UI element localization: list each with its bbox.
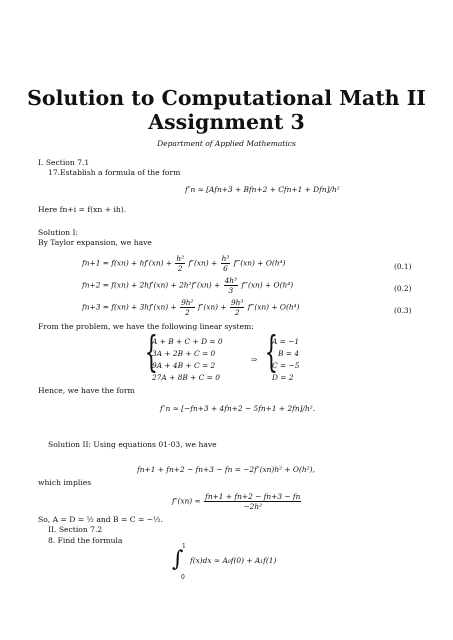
taylor-intro: By Taylor expansion, we have [38, 238, 152, 247]
problem-17-text: 17.Establish a formula of the form [48, 168, 181, 177]
system-left-eq-4: 27A + 8B + C = 0 [152, 373, 220, 382]
system-right-eq-2: B = 4 [278, 349, 300, 358]
equation-0-3 [82, 298, 299, 317]
integral-sign: ∫ [172, 547, 184, 572]
eq3-lhs: fn+3 = f(xn) + 3hf′(xn) + [82, 302, 177, 312]
system-intro: From the problem, we have the following linear system: [38, 322, 254, 331]
hence-formula: f″n ≈ [−fn+3 + 4fn+2 − 5fn+1 + 2fn]/h². [160, 404, 316, 413]
left-brace: { [144, 327, 159, 376]
title-line-2: Assignment 3 [148, 110, 305, 134]
equation-number-0-1: (0.1) [394, 262, 412, 271]
eq1-lhs: fn+1 = f(xn) + hf′(xn) + [82, 258, 173, 268]
eq1-mid: f″(xn) + [188, 258, 218, 268]
system-left-eq-1: A + B + C + D = 0 [152, 337, 223, 346]
title-line-1: Solution to Computational Math II [27, 86, 426, 110]
frac-h3-over-6: $\frac{\text{h³}}{6}$ [221, 254, 230, 273]
sol2-fraction: $\frac{fn+1 + fn+2 - fn+3 - fn}{\text{−2h²}}$ [205, 492, 301, 511]
system-right-eq-4: D = 2 [272, 373, 294, 382]
frac-4h3-over-3: $\frac{\text{4h³}}{3}$ [224, 276, 238, 295]
system-right-eq-1: A = −1 [272, 337, 300, 346]
integral-upper-limit: 1 [182, 543, 186, 550]
eq3-mid: f″(xn) + [197, 302, 227, 312]
section-1-heading: I. Section 7.1 [38, 158, 90, 167]
system-left [152, 336, 223, 384]
which-implies: which implies [38, 478, 92, 487]
problem-17-formula: f″n ≈ [Afn+3 + Bfn+2 + Cfn+1 + Dfn]/h² [185, 185, 340, 194]
department: Department of Applied Mathematics [157, 139, 296, 148]
solution-2-equation: fn+1 + fn+2 − fn+3 − fn = −2f″(xn)h² + O(h²), [137, 465, 315, 474]
integral-lower-limit: 0 [181, 574, 185, 581]
system-left-eq-3: 9A + 4B + C = 2 [152, 361, 216, 370]
here-definition: Here fn+i = f(xn + ih). [38, 205, 127, 214]
system-left-eq-2: 3A + 2B + C = 0 [152, 349, 216, 358]
implies-arrow: ⇒ [251, 355, 258, 364]
frac-9h3-over-2: $\frac{\text{9h³}}{2}$ [230, 298, 244, 317]
equation-0-1 [82, 254, 285, 273]
solution-2-intro: Solution II: Using equations 01-03, we have [48, 440, 217, 449]
problem-8-text: 8. Find the formula [48, 536, 123, 545]
equation-number-0-3: (0.3) [394, 306, 412, 315]
system-right [272, 336, 299, 384]
equation-0-2 [82, 276, 293, 295]
so-line: So, A = D = ½ and B = C = −½. [38, 515, 163, 524]
right-brace: { [264, 327, 279, 376]
frac-9h2-over-2: $\frac{\text{9h²}}{2}$ [181, 298, 194, 317]
equation-number-0-2: (0.2) [394, 284, 412, 293]
section-2-heading: II. Section 7.2 [48, 525, 103, 534]
eq2-lhs: fn+2 = f(xn) + 2hf′(xn) + 2h²f″(xn) + [82, 280, 221, 290]
solution-2-formula [172, 492, 302, 511]
system-right-eq-3: C = −5 [272, 361, 300, 370]
eq3-end: f‴(xn) + O(h⁴) [247, 302, 300, 312]
integral-formula: f(x)dx ≈ A₀f(0) + A₁f(1) [190, 556, 277, 565]
eq1-end: f‴(xn) + O(h⁴) [233, 258, 286, 268]
solution-1-heading: Solution I: [38, 228, 79, 237]
hence-text: Hence, we have the form [38, 386, 135, 395]
frac-h2-over-2: $\frac{\text{h²}}{2}$ [176, 254, 185, 273]
sol2-f-lhs: f″(xn) ≈ [172, 496, 201, 506]
eq2-end: f‴(xn) + O(h⁴) [241, 280, 294, 290]
